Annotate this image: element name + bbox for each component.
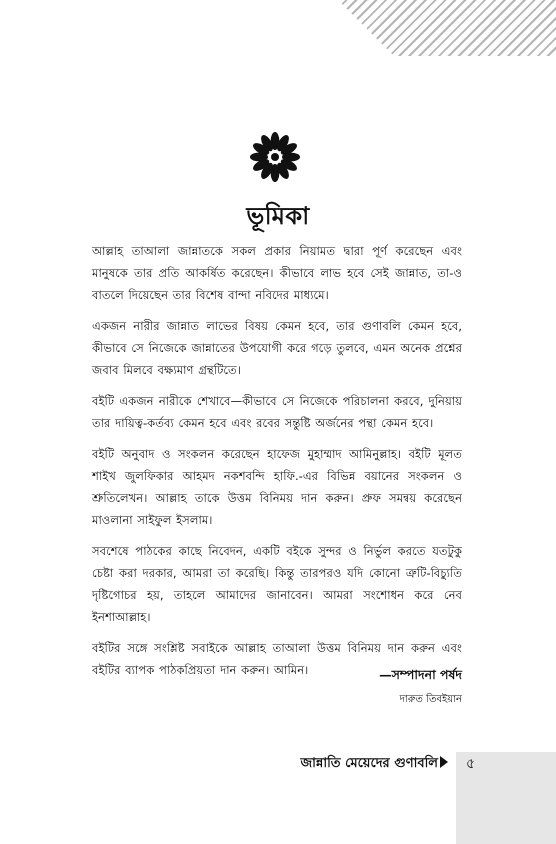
paragraph-1: আল্লাহ তাআলা জান্নাতকে সকল প্রকার নিয়ামত দ্বারা পূর্ণ করেছেন এবং মানুষকে তার প্রতি আকর্ষিত করেছেন। কীভাবে লাভ হবে সেই জান্নাত, তা-ও বাতলে দিয়েছেন তার বিশেষ বান্দা নবিদের মাধ্যমে। (92, 244, 462, 302)
paragraph-5: সবশেষে পাঠকের কাছে নিবেদন, একটি বইকে সুন্দর ও নির্ভুল করতে যতটুকু চেষ্টা করা দরকার, আমরা তা করেছি। কিন্তু তারপরও যদি কোনো ত্রুটি-বিচ্যুতি দৃষ্টিগোচর হয়, তাহলে আমাদের জানাবেন। আমরা সংশোধন করে নেব ইনশাআল্লাহ। (92, 544, 462, 624)
paragraph-4: বইটি অনুবাদ ও সংকলন করেছেন হাফেজ মুহাম্মাদ আমিনুল্লাহ। বইটি মূলত শাইখ জুলফিকার আহমদ নকশবন্দি হাফি.-এর বিভিন্ন বয়ানের সংকলন ও শ্রুতিলেখন। আল্লাহ তাকে উত্তম বিনিময় দান করুন। প্রুফ সমন্বয় করেছেন মাওলানা সাইফুল ইসলাম। (92, 447, 462, 527)
page-number: ৫ (466, 756, 476, 772)
corner-stripes-decoration (338, 0, 556, 56)
signature-author: —সম্পাদনা পর্ষদ (379, 667, 462, 682)
paragraph-3: বইটি একজন নারীকে শেখাবে—কীভাবে সে নিজেকে পরিচালনা করবে, দুনিয়ায় তার দায়িত্ব-কর্তব্য কেমন হবে এবং রবের সন্তুষ্টি অর্জনের পন্থা কেমন হবে। (92, 394, 462, 430)
flower-ornament-icon (246, 128, 304, 186)
page-title: ভূমিকা (246, 202, 310, 230)
signature-publisher: দারুত তিবইয়ান (399, 694, 462, 705)
preface-body (92, 240, 462, 681)
triangle-right-icon (440, 756, 448, 768)
paragraph-2: একজন নারীর জান্নাত লাভের বিষয় কেমন হবে, তার গুণাবলি কেমন হবে, কীভাবে সে নিজেকে জান্নাতের উপযোগী করে গড়ে তুলবে, এমন অনেক প্রশ্নের জবাব মিলবে বক্ষ্যমাণ গ্রন্থটিতে। (92, 319, 462, 377)
running-footer-title: জান্নাতি মেয়েদের গুণাবলি (300, 756, 438, 771)
paragraph-6: বইটির সঙ্গে সংশ্লিষ্ট সবাইকে আল্লাহ তাআলা উত্তম বিনিময় দান করুন এবং বইটির ব্যাপক পাঠকপ্রিয়তা দান করুন। আমিন। (92, 641, 462, 677)
